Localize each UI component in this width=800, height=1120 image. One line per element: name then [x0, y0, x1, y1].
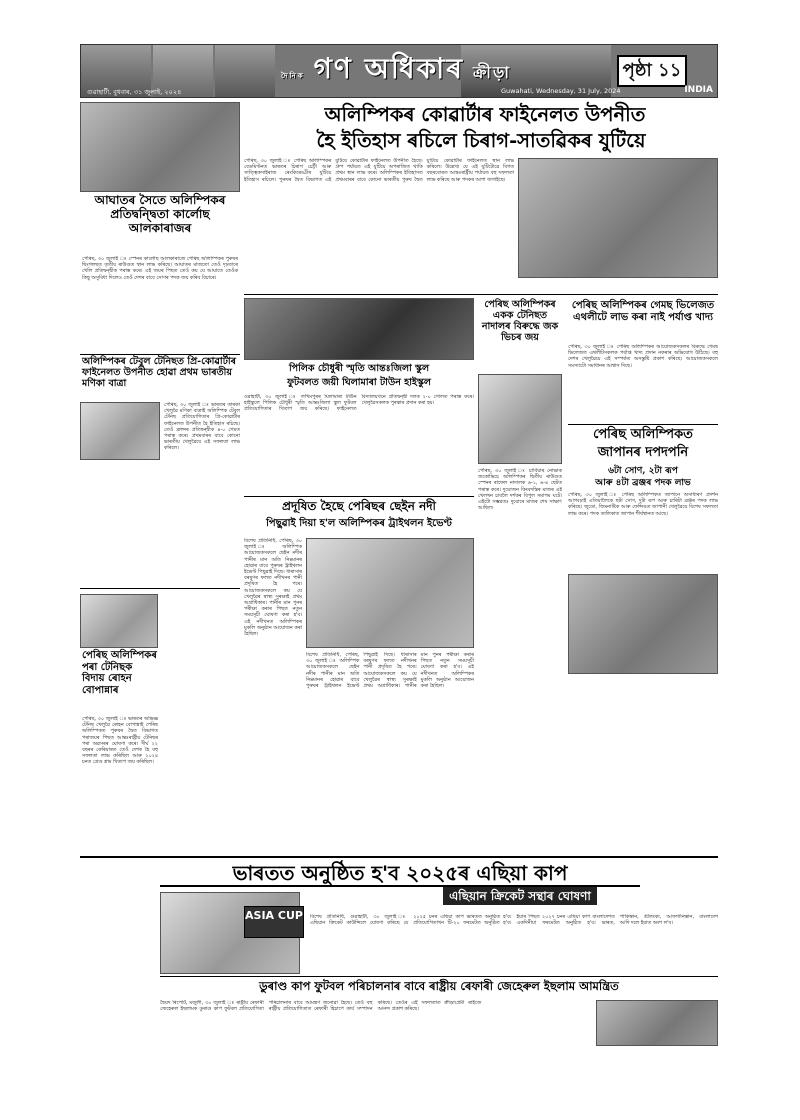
games-village-headline: পেৰিছ অলিম্পিকৰ গেমছ ভিলেজত এথলীটে লাভ কৰা নাই পৰ্যাপ্ত খাদ্য	[571, 300, 715, 323]
football-headline-line-1: পিলিক চৌধুৰী স্মৃতি আন্তঃজিলা স্কুল	[288, 363, 430, 374]
games-village-body: পেৰিছ, ৩০ জুলাই ঃ পেৰিছ অলিম্পিকৰ আয়োজকসকলৰ বিৰুদ্ধে গেমছ ভিলেজত এথলীটসকলক পৰ্যাপ্ত খাদ্য প্ৰদান নকৰাৰ অভিযোগ উঠিছে। বহু দেশৰ খেলুৱৈয়ে এই সম্পৰ্কত অসন্তুষ্টি প্ৰকাশ কৰিছে। আয়োজকসকলে সমস্যাটো সমাধানৰ আশ্বাস দিছে।	[568, 344, 718, 369]
japan-subhead-line-1: ৬টা সোণ, ২টা ৰূপ	[608, 466, 678, 476]
divider	[80, 856, 718, 858]
japan-subhead-line-2: আৰু ৪টা ব্ৰঞ্জৰ পদক লাভ	[595, 478, 691, 488]
bopanna-headline: পেৰিছ অলিম্পিকৰ পৰা টেনিছক বিদায় ৰোহন বোপান্নাৰ	[82, 650, 157, 696]
japan-body: পেৰিছ, ৩০ জুলাই ঃ পেৰিছ অলিম্পিকত জাপানে অসাধাৰণ প্ৰদৰ্শন আগবঢ়াই এতিয়ালৈকে ছটা সোণ, দুটা ৰূপ আৰু চাৰিটা ব্ৰঞ্জৰ পদক লাভ কৰিছে। জুডো, জিমনাষ্টিক আৰু ফেন্সিঙত জাপানী খেলুৱৈয়ে বিশেষ সফলতা লাভ কৰে। পদক তালিকাত জাপান শীৰ্ষস্থানত আছে।	[568, 492, 718, 517]
dateline-assamese: গুৱাহাটী, বুধবাৰ, ৩১ জুলাই, ২০২৪	[87, 88, 182, 96]
lead-headline-line-1: অলিম্পিকৰ কোৱাৰ্টাৰ ফাইনেলত উপনীত	[324, 103, 646, 126]
bopanna-photo	[80, 594, 158, 648]
alcaraz-body: পেৰিছ, ৩০ জুলাই ঃ স্পেনৰ কাৰ্লোছ আলকাৰাজে পেৰিছ অলিম্পিকৰ পুৰুষৰ ছিংগলছত তৃতীয় ৰাউণ্ডত স্থান লাভ কৰিছে। আঘাতৰ মাজতো তেওঁ দৃঢ়তাৰে খেলি প্ৰতিদ্বন্দ্বীক পৰাস্ত কৰে। এই জয়ৰ পিছত তেওঁ কয় যে আঘাতে তেওঁক কিছু অসুবিধা দিলেও তেওঁ দেশৰ বাবে সোণৰ পদক জয় কৰিব বিচাৰে।	[82, 256, 238, 281]
asia-cup-body: বিশেষ প্ৰতিনিধি, গুৱাহাটী, ৩০ জুলাই ঃ এছিয়ান ক্ৰিকেট কাউন্সিলে ঘোষণা কৰিছে যে ২০২৫ চনৰ এছিয়া কাপ ভাৰতত অনুষ্ঠিত হ'ব। প্ৰতিযোগিতাখন টি-২০ ফৰমেটত অনুষ্ঠিত হ'ব। ইয়াৰ পিছত ২০২৭ চনৰ এছিয়া কাপ বাংলাদেশত একদিনীয়া ফৰমেটত অনুষ্ঠিত হ'ব। ভাৰত, পাকিস্তান, শ্ৰীলংকা, আফগানিস্তান, বাংলাদেশ আদি দলে ইয়াত অংশ ল'ব।	[310, 914, 718, 927]
durand-body: ছৈয়দ ৰিপোৰ্ট, মজুলী, ৩০ জুলাই ঃ ৰাষ্ট্ৰীয় ৰেফাৰী জেহেৰুল ইছলামক ডুৰাণ্ড কাপ ফুটবল প্ৰতিযোগিতা পৰিচালনাৰ বাবে আমন্ত্ৰণ জনোৱা হৈছে। তেওঁ বহু ৰাষ্ট্ৰীয় প্ৰতিযোগিতাত ৰেফাৰী হিচাপে কাৰ্য সম্পাদন কৰিছে। তেওঁৰ এই সফলতাত ক্ৰীড়াপ্ৰেমী ৰাইজে আনন্দ প্ৰকাশ কৰিছে।	[160, 1000, 482, 1013]
divider	[568, 424, 718, 425]
newspaper-page	[80, 44, 718, 1104]
japan-team-photo	[568, 574, 718, 674]
masthead	[80, 44, 718, 98]
asia-cup-subhead: এছিয়ান ক্ৰিকেট সন্থাৰ ঘোষণা	[380, 890, 660, 904]
durand-headline: ডুৰাণ্ড কাপ ফুটবল পৰিচালনাৰ বাবে ৰাষ্ট্ৰীয় ৰেফাৰী জেহেৰুল ইছলাম আমন্ত্ৰিত	[259, 979, 619, 993]
divider	[244, 294, 718, 295]
djokovic-body: পেৰিছ, ৩০ জুলাই ঃ চাৰ্বিয়াৰ নোভাক জকোভিচে অলিম্পিকৰ দ্বিতীয় ৰাউণ্ডত স্পেনৰ ৰাফেল নাদালক ৬-১, ৬-৪ ছেটত পৰাস্ত কৰে। দুয়োজন কিংবদন্তিৰ মাজৰ এই খেলখন চাবলৈ দৰ্শকৰ বিপুল সমাগম ঘটে। এইটো সম্ভৱতঃ দুয়োৰে মাজৰ শেষ সাক্ষাৎ আছিল।	[478, 468, 562, 512]
seine-headline-line-2: পিছুৱাই দিয়া হ'ল অলিম্পিকৰ ট্ৰাইথলন ইভেণ্ট	[266, 518, 452, 529]
divider	[160, 976, 718, 977]
referee-photo	[596, 1000, 718, 1046]
djokovic-photo	[478, 374, 562, 464]
alcaraz-photo	[80, 102, 240, 192]
masthead-title: দৈনিক গণ অধিকাৰ ক্ৰীড়া	[281, 52, 512, 85]
djokovic-headline: পেৰিছ অলিম্পিকৰ একক টেনিছত নাদালৰ বিৰুদ্ধে জক ভিচৰ জয়	[481, 299, 559, 343]
asia-cup-headline: ভাৰতত অনুষ্ঠিত হ'ব ২০২৫ৰ এছিয়া কাপ	[160, 862, 640, 887]
alcaraz-headline: আঘাতৰ সৈতে অলিম্পিকৰ প্ৰতিদ্বন্দ্বিতা কাৰ্লোছ আলকাৰাজৰ	[94, 193, 226, 235]
masthead-photo-player-2	[215, 45, 275, 98]
page-number: পৃষ্ঠা ১১	[617, 55, 687, 87]
india-label: INDIA	[684, 85, 713, 95]
divider	[80, 588, 240, 589]
asia-cup-logo: ASIA CUP	[244, 906, 304, 938]
manika-photo	[80, 402, 160, 460]
lead-headline-line-2: হৈ ইতিহাস ৰচিলে চিৰাগ-সাতৱিকৰ যুটিয়ে	[316, 129, 646, 152]
lead-body: পেৰিছ, ৩০ জুলাই ঃ পেৰিছ অলিম্পিকৰ বেডমিণ্টনত ভাৰতৰ চিৰাগ চেট্টী আৰু সাত্ত্বিকসাইৰাজ ৰেংকিৰেড্ডীৰ যুটিয়ে ইতিহাস ৰচিলে। পুৰুষৰ দ্বৈত বিভাগত এই যুটিয়ে কোৱাৰ্টাৰ ফাইনেলত উপনীত হৈছে। গ্ৰুপ পৰ্যায়ত এই যুটিয়ে অপৰাজিত থাকি প্ৰথম স্থান লাভ কৰে। অলিম্পিকৰ ইতিহাসত প্ৰথমবাৰৰ বাবে কোনো ভাৰতীয় পুৰুষ দ্বৈত যুটিয়ে কোৱাৰ্টাৰ ফাইনেলত স্থান লাভ কৰিলে। উল্লেখ্য যে এই যুটিটোৱে বিগত বছৰবোৰত আন্তঃৰাষ্ট্ৰীয় পৰ্যায়ত বহু সফলতা লাভ কৰিছে আৰু পদকৰ আশা জগাইছে।	[244, 158, 514, 183]
seine-body: বিশেষ প্ৰতিনিধি, পেৰিছ, ৩০ জুলাই ঃ অলিম্পিক আয়োজকসকলে ছেইন নদীৰ পানীৰ মান অতি নিম্নমানৰ হোৱাৰ বাবে পুৰুষৰ ট্ৰাইথলন ইভেণ্ট পিছুৱাই দিছে। ধাৰাসাৰ বৰষুণৰ ফলত নদীখনৰ পানী প্ৰদূষিত হৈ পৰে। আয়োজকসকলে কয় যে খেলুৱৈৰ স্বাস্থ্য সুৰক্ষাই প্ৰথম অগ্ৰাধিকাৰ। পানীৰ মান পুনৰ পৰীক্ষা কৰাৰ পিছত নতুন সময়সূচী ঘোষণা কৰা হ'ব। এই নদীখনত অলিম্পিকৰ মুকলি অনুষ্ঠান আয়োজন কৰা হৈছিল।	[244, 538, 302, 638]
football-headline-line-2: ফুটবলত জয়ী ঘিলামাৰা টাউন হাইস্কুল	[287, 377, 431, 388]
divider	[80, 354, 240, 355]
divider	[244, 496, 474, 497]
dateline-english: Guwahati, Wednesday, 31 July, 2024	[501, 87, 621, 95]
manika-headline: অলিম্পিকৰ টেবুল টেনিছত প্ৰি-কোৱাৰ্টাৰ ফাইনেলত উপনীত হোৱা প্ৰথম ভাৰতীয় মণিকা বাত্ৰা	[82, 356, 236, 389]
football-team-photo	[244, 298, 474, 360]
lead-photo-chirag-satwik	[518, 158, 718, 278]
japan-headline-line-1: পেৰিছ অলিম্পিকত	[593, 427, 693, 442]
seine-headline-line-1: প্ৰদূষিত হৈছে পেৰিছৰ ছেইন নদী	[282, 499, 436, 513]
bopanna-body: পেৰিছ, ৩০ জুলাই ঃ ভাৰতৰ অভিজ্ঞ টেনিছ খেলুৱৈ ৰোহন বোপান্নাই পেৰিছ অলিম্পিকত পুৰুষৰ দ্বৈত বিভাগত পৰাজয়ৰ পিছত আন্তঃৰাষ্ট্ৰীয় টেনিছৰ পৰা অৱসৰৰ ঘোষণা কৰে। দীৰ্ঘ ২২ বছৰৰ কেৰিয়াৰত তেওঁ দেশৰ হৈ বহু সফলতা লাভ কৰিছিল আৰু ২০২৪ চনত গ্ৰেণ্ড শ্লাম খিতাপ জয় কৰিছিল।	[82, 716, 158, 766]
football-body: ওৱাহাটী, ৩০ জুলাই ঃ লখিমপুৰৰ ঘিলামাৰা টাউন হাইস্কুলে পিলিক চৌধুৰী স্মৃতি আন্তঃজিলা স্কুল ফুটবল প্ৰতিযোগিতাৰ খিতাপ জয় কৰিছে। ফাইনেলত বিদ্যালয়খনে প্ৰতিদ্বন্দ্বী দলক ২-০ গোলত পৰাস্ত কৰে। খেলুৱৈসকলক পুৰস্কাৰ প্ৰদান কৰা হয়।	[244, 394, 474, 413]
seine-body-continued: বিশেষ প্ৰতিনিধি, পেৰিছ, ৩০ জুলাই ঃ অলিম্পিক আয়োজকসকলে ছেইন নদীৰ পানীৰ মান অতি নিম্নমানৰ হোৱাৰ বাবে পুৰুষৰ ট্ৰাইথলন ইভেণ্ট পিছুৱাই দিছে। ধাৰাসাৰ বৰষুণৰ ফলত নদীখনৰ পানী প্ৰদূষিত হৈ পৰে। আয়োজকসকলে কয় যে খেলুৱৈৰ স্বাস্থ্য সুৰক্ষাই প্ৰথম অগ্ৰাধিকাৰ। পানীৰ মান পুনৰ পৰীক্ষা কৰাৰ পিছত নতুন সময়সূচী ঘোষণা কৰা হ'ব। এই নদীখনত অলিম্পিকৰ মুকলি অনুষ্ঠান আয়োজন কৰা হৈছিল।	[306, 652, 474, 690]
manika-body: পেৰিছ, ৩০ জুলাই ঃ ভাৰতৰ তাৰকা খেলুৱৈ মণিকা বাত্ৰাই অলিম্পিক টেবুল টেনিছ প্ৰতিযোগিতাৰ প্ৰি-কোৱাৰ্টাৰ ফাইনেলত উপনীত হৈ ইতিহাস ৰচিছে। তেওঁ ফ্ৰান্সৰ প্ৰতিদ্বন্দ্বীক ৪-০ গেমত পৰাস্ত কৰে। প্ৰথমবাৰৰ বাবে কোনো ভাৰতীয় খেলুৱৈয়ে এই সফলতা লাভ কৰিলে।	[164, 402, 240, 452]
japan-headline-line-2: জাপানৰ দপদপনি	[597, 445, 689, 460]
seine-river-photo	[306, 538, 474, 648]
